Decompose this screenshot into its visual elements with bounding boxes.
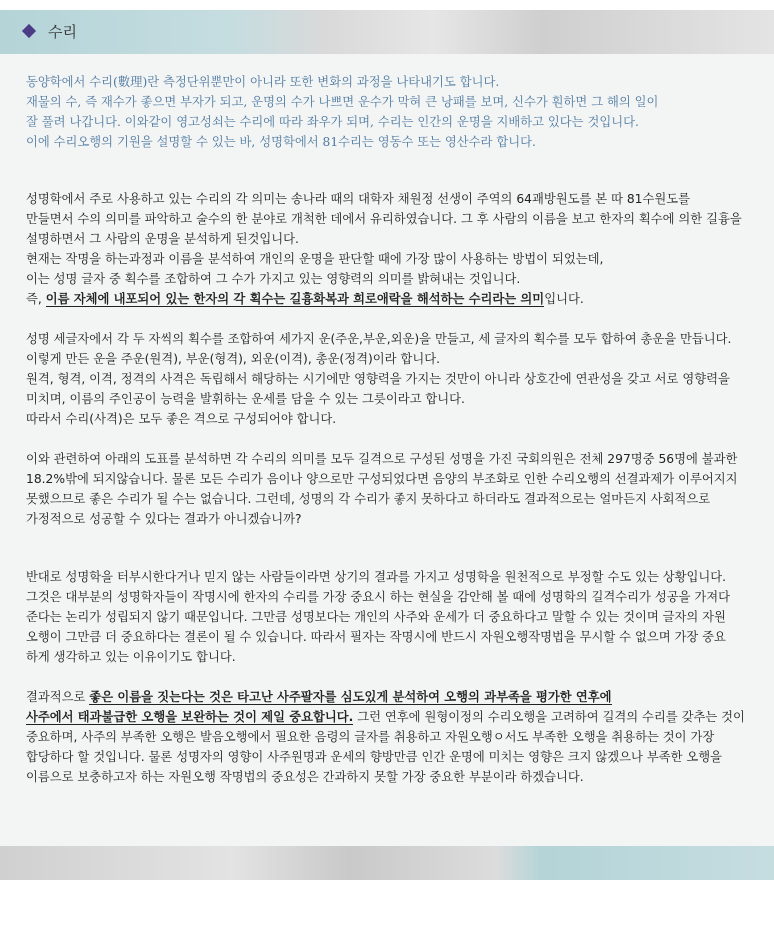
footer-band: [0, 846, 774, 880]
text-line: 오행이 그만큼 더 중요하다는 결론이 될 수 있습니다. 따라서 필자는 작명시에 반드시 자원오행작명법을 무시할 수 없으며 가장 중요: [26, 630, 726, 644]
text-line: 가정적으로 성공할 수 있다는 결과가 아니겠습니까?: [26, 512, 302, 526]
text-line: 합당하다 할 것입니다. 물론 성명자의 영향이 사주원명과 운세의 향방만큼 인간 운명에 미치는 영향은 크지 않겠으나 부족한 오행을: [26, 750, 723, 764]
text-line: 만들면서 수의 의미를 파악하고 술수의 한 분야로 개척한 데에서 유리하였습니다. 그 후 사람의 이름을 보고 한자의 획수에 의한 길흉을: [26, 212, 742, 226]
paragraph-sagyeok: [26, 329, 770, 429]
text-segment: 그런 연후에 원형이정의 수리오행을 고려하여 길격의 수리를 갖추는 것이: [353, 710, 745, 724]
text-line: 현재는 작명을 하는과정과 이름을 분석하여 개인의 운명을 판단할 때에 가장 많이 사용하는 방법이 되었는데,: [26, 252, 604, 266]
paragraph-conclusion: [26, 687, 770, 787]
section-heading: [22, 19, 77, 43]
text-line: 성명 세글자에서 각 두 자씩의 획수를 조합하여 세가지 운(주운,부운,외운)을 만들고, 세 글자의 획수를 모두 합하여 총운을 만듭니다.: [26, 332, 732, 346]
text-segment: 결과적으로: [26, 690, 90, 704]
text-line: 이와 관련하여 아래의 도표를 분석하면 각 수리의 의미를 모두 길격으로 구성된 성명을 가진 국회의원은 전체 297명중 56명에 불과한: [26, 452, 738, 466]
text-line: 재물의 수, 즉 재수가 좋으면 부자가 되고, 운명의 수가 나쁘면 운수가 막혀 큰 낭패를 보며, 신수가 훤하면 그 해의 일이: [26, 95, 659, 109]
text-segment: 입니다.: [544, 292, 584, 306]
text-line: [26, 289, 770, 309]
text-line: 동양학에서 수리(數理)란 측정단위뿐만이 아니라 또한 변화의 과정을 나타내기도 합니다.: [26, 75, 500, 89]
highlight-text: 이름 자체에 내포되어 있는 한자의 각 획수는 길흉화복과 희로애락을 해석하는 수리라는 의미: [45, 292, 545, 306]
text-line: 못했으므로 좋은 수리가 될 수는 없습니다. 그런데, 성명의 각 수리가 좋지 못하다고 하더라도 결과적으로는 얼마든지 사회적으로: [26, 492, 711, 506]
diamond-bullet-icon: [22, 24, 36, 38]
text-line: 이에 수리오행의 기원을 설명할 수 있는 바, 성명학에서 81수리는 영동수 또는 영산수라 합니다.: [26, 135, 536, 149]
text-line: 18.2%밖에 되지않습니다. 물론 모든 수리가 음이나 양으로만 구성되었다면 음양의 부조화로 인한 수리오행의 선결과제가 이루어지지: [26, 472, 738, 486]
text-line: [26, 707, 770, 727]
text-line: 이는 성명 글자 중 획수를 조합하여 그 수가 가지고 있는 영향력의 의미를 밝혀내는 것입니다.: [26, 272, 521, 286]
paragraph-counterpoint: [26, 567, 770, 667]
text-line: 성명학에서 주로 사용하고 있는 수리의 각 의미는 송나라 때의 대학자 채원정 선생이 주역의 64괘방원도를 본 따 81수원도를: [26, 192, 691, 206]
text-line: 하게 생각하고 있는 이유이기도 합니다.: [26, 650, 236, 664]
article-body: [26, 72, 770, 787]
header-band: [0, 10, 774, 54]
heading-title: 수리: [48, 22, 77, 41]
text-line: 준다는 논리가 성립되지 않기 때문입니다. 그만큼 성명보다는 개인의 사주와 운세가 더 중요하다고 말할 수 있는 것이며 글자의 자원: [26, 610, 726, 624]
paragraph-statistics: [26, 449, 770, 529]
text-line: 이름으로 보충하고자 하는 자원오행 작명법의 중요성은 간과하지 못할 가장 중요한 부분이라 하겠습니다.: [26, 770, 584, 784]
highlight-text: 좋은 이름을 짓는다는 것은 타고난 사주팔자를 심도있게 분석하여 오행의 과부족을 평가한 연후에: [89, 690, 612, 704]
text-segment: 즉,: [26, 292, 46, 306]
highlight-text: 사주에서 태과불급한 오행을 보완하는 것이 제일 중요합니다.: [26, 710, 354, 724]
text-line: 그것은 대부분의 성명학자들이 작명시에 한자의 수리를 가장 중요시 하는 현실을 감안해 볼 때에 성명학의 길격수리가 성공을 가져다: [26, 590, 730, 604]
text-line: 설명하면서 그 사람의 운명을 분석하게 된것입니다.: [26, 232, 299, 246]
intro-paragraph: [26, 72, 770, 152]
text-line: 이렇게 만든 운을 주운(원격), 부운(형격), 외운(이격), 총운(정격)이라 합니다.: [26, 352, 440, 366]
text-line: 미치며, 이름의 주인공이 능력을 발휘하는 운세를 담을 수 있는 그릇이라고 합니다.: [26, 392, 465, 406]
text-line: 반대로 성명학을 터부시한다거나 믿지 않는 사람들이라면 상기의 결과를 가지고 성명학을 원천적으로 부정할 수도 있는 상황입니다.: [26, 570, 727, 584]
paragraph-origin: [26, 189, 770, 309]
text-line: [26, 687, 770, 707]
text-line: 잘 풀려 나갑니다. 이와같이 영고성쇠는 수리에 따라 좌우가 되며, 수리는 인간의 운명을 지배하고 있다는 것입니다.: [26, 115, 639, 129]
text-line: 원격, 형격, 이격, 정격의 사격은 독립해서 해당하는 시기에만 영향력을 가지는 것만이 아니라 상호간에 연관성을 갖고 서로 영향력을: [26, 372, 730, 386]
text-line: 중요하며, 사주의 부족한 오행은 발음오행에서 필요한 음령의 글자를 취용하고 자원오행ㅇ서도 부족한 오행을 취용하는 것이 가장: [26, 730, 715, 744]
text-line: 따라서 수리(사격)은 모두 좋은 격으로 구성되어야 합니다.: [26, 412, 337, 426]
